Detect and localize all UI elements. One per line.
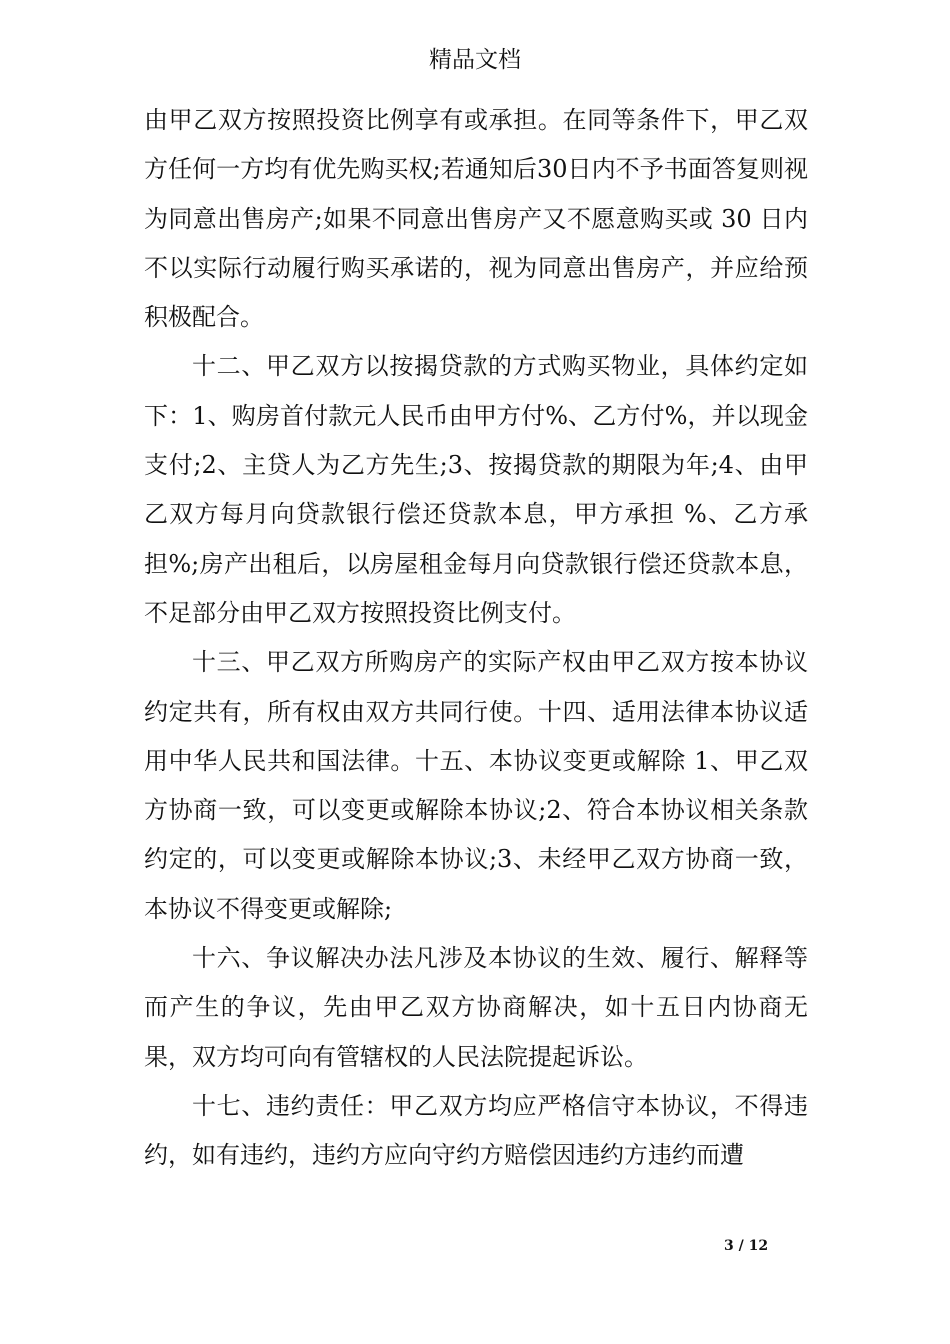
paragraph-article-16: 十六、争议解决办法凡涉及本协议的生效、履行、解释等而产生的争议，先由甲乙双方协商解决，如十五日内协商无果，双方均可向有管辖权的人民法院提起诉讼。: [144, 944, 808, 1071]
paragraph-article-17: 十七、违约责任：甲乙双方均应严格信守本协议，不得违约，如有违约，违约方应向守约方赔偿因违约方违约而遭: [144, 1091, 808, 1170]
paragraph-article-12: 十二、甲乙双方以按揭贷款的方式购买物业，具体约定如下：1、购房首付款元人民币由甲方付%、乙方付%，并以现金支付;2、主贷人为乙方先生;3、按揭贷款的期限为年;4、由甲乙双方每月向贷款银行偿还贷款本息，甲方承担 %、乙方承担%;房产出租后，以房屋租金每月向贷款银行偿还贷款本息，不足部分由甲乙双方按照投资比例支付。: [144, 352, 808, 627]
paragraph-continuation: 由甲乙双方按照投资比例享有或承担。在同等条件下，甲乙双方任何一方均有优先购买权;若通知后30日内不予书面答复则视为同意出售房产;如果不同意出售房产又不愿意购买或 30 日内不以实际行动履行购买承诺的，视为同意出售房产，并应给预积极配合。: [144, 106, 808, 332]
document-body: [144, 96, 808, 1181]
paragraph-article-13: 十三、甲乙双方所购房产的实际产权由甲乙双方按本协议约定共有，所有权由双方共同行使。十四、适用法律本协议适用中华人民共和国法律。十五、本协议变更或解除 1、甲乙双方协商一致，可以变更或解除本协议;2、符合本协议相关条款约定的，可以变更或解除本协议;3、未经甲乙双方协商一致，本协议不得变更或解除;: [144, 648, 808, 923]
page-number: 3 / 12: [724, 1238, 769, 1254]
page-header-title: 精品文档: [429, 47, 521, 73]
